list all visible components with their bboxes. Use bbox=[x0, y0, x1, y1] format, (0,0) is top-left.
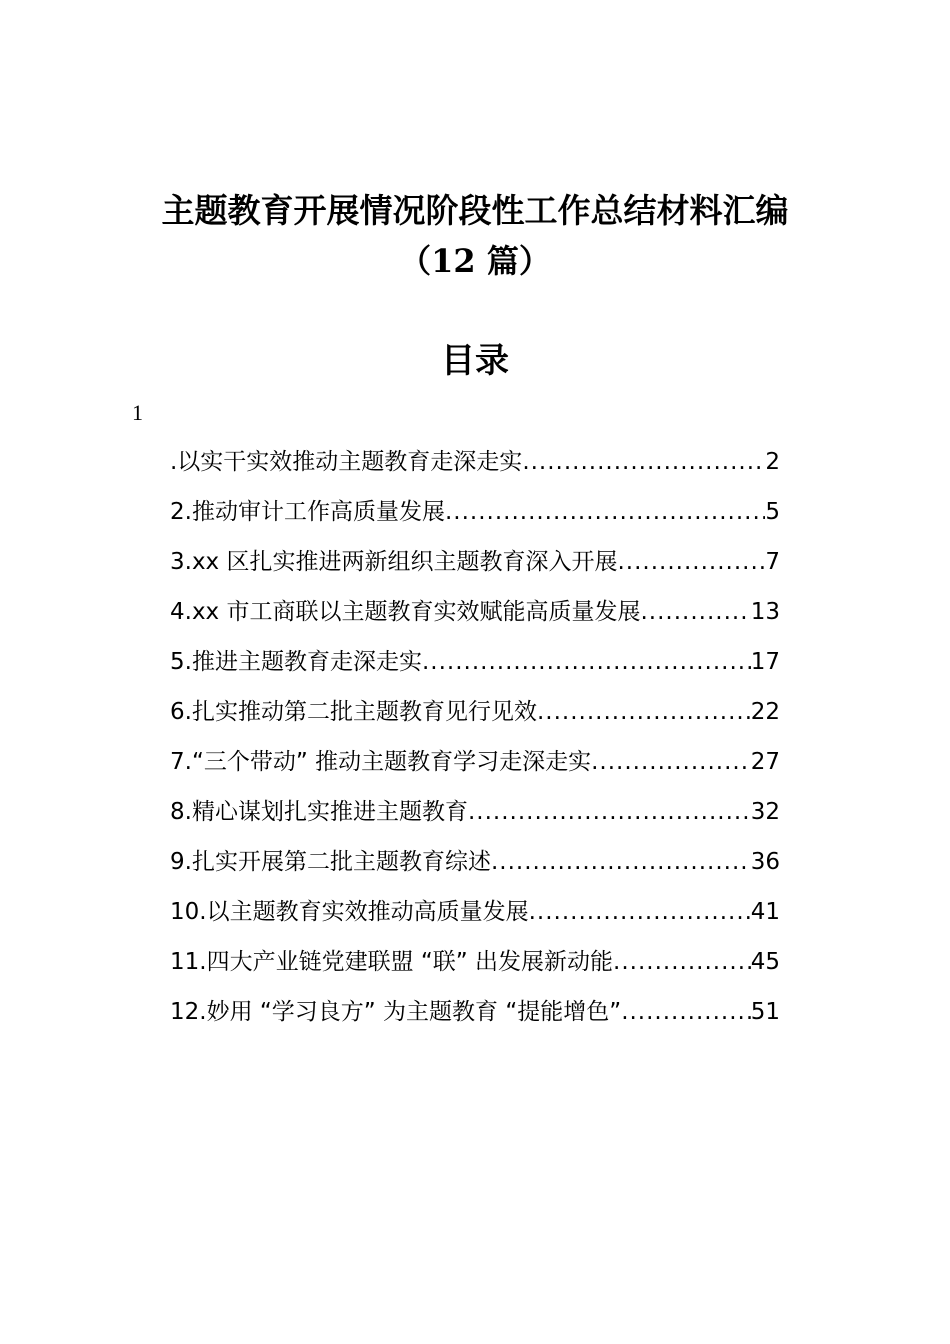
page-number-marker: 1 bbox=[132, 400, 143, 425]
toc-entry[interactable] bbox=[170, 942, 780, 992]
toc-entry[interactable] bbox=[170, 992, 780, 1042]
toc-entry-page: 2 bbox=[765, 449, 780, 475]
toc-dot-leader bbox=[468, 792, 751, 832]
toc-entry-title: 8.精心谋划扎实推进主题教育 bbox=[170, 799, 468, 825]
toc-entry-title: 12.妙用 “学习良方” 为主题教育 “提能增色” bbox=[170, 999, 622, 1025]
toc-heading: 目录 bbox=[441, 341, 509, 381]
toc-dot-leader bbox=[591, 742, 751, 782]
toc-entry-title: 3.xx 区扎实推进两新组织主题教育深入开展 bbox=[170, 549, 618, 575]
toc-entry-page: 27 bbox=[750, 749, 780, 775]
toc-entry[interactable] bbox=[170, 542, 780, 592]
table-of-contents bbox=[170, 442, 780, 1042]
toc-entry-page: 32 bbox=[750, 799, 780, 825]
toc-entry-page: 51 bbox=[750, 999, 780, 1025]
toc-dot-leader bbox=[422, 642, 751, 682]
toc-entry-page: 7 bbox=[765, 549, 780, 575]
toc-entry-title: .以实干实效推动主题教育走深走实 bbox=[170, 449, 523, 475]
toc-entry[interactable] bbox=[170, 742, 780, 792]
toc-entry-page: 45 bbox=[750, 949, 780, 975]
toc-dot-leader bbox=[445, 492, 765, 532]
document-title: 主题教育开展情况阶段性工作总结材料汇编 bbox=[161, 191, 789, 230]
toc-entry-page: 13 bbox=[750, 599, 780, 625]
toc-entry-title: 4.xx 市工商联以主题教育实效赋能高质量发展 bbox=[170, 599, 641, 625]
toc-dot-leader bbox=[640, 592, 750, 632]
toc-entry-title: 2.推动审计工作高质量发展 bbox=[170, 499, 445, 525]
toc-entry[interactable] bbox=[170, 692, 780, 742]
toc-entry-page: 41 bbox=[750, 899, 780, 925]
toc-dot-leader bbox=[617, 542, 765, 582]
toc-entry-page: 17 bbox=[750, 649, 780, 675]
toc-dot-leader bbox=[529, 892, 751, 932]
toc-entry[interactable] bbox=[170, 892, 780, 942]
toc-entry[interactable] bbox=[170, 442, 780, 492]
toc-entry[interactable] bbox=[170, 842, 780, 892]
toc-entry-title: 10.以主题教育实效推动高质量发展 bbox=[170, 899, 529, 925]
toc-entry-title: 6.扎实推动第二批主题教育见行见效 bbox=[170, 699, 537, 725]
toc-entry[interactable] bbox=[170, 792, 780, 842]
toc-dot-leader bbox=[491, 842, 751, 882]
toc-entry[interactable] bbox=[170, 492, 780, 542]
toc-entry[interactable] bbox=[170, 642, 780, 692]
toc-dot-leader bbox=[537, 692, 751, 732]
toc-dot-leader bbox=[522, 442, 765, 482]
toc-entry-title: 9.扎实开展第二批主题教育综述 bbox=[170, 849, 491, 875]
toc-entry[interactable] bbox=[170, 592, 780, 642]
toc-entry-page: 5 bbox=[765, 499, 780, 525]
toc-entry-title: 7.“三个带动” 推动主题教育学习走深走实 bbox=[170, 749, 592, 775]
toc-entry-title: 5.推进主题教育走深走实 bbox=[170, 649, 422, 675]
toc-entry-page: 22 bbox=[750, 699, 780, 725]
toc-dot-leader bbox=[613, 942, 751, 982]
toc-entry-title: 11.四大产业链党建联盟 “联” 出发展新动能 bbox=[170, 949, 614, 975]
toc-entry-page: 36 bbox=[750, 849, 780, 875]
toc-dot-leader bbox=[621, 992, 751, 1032]
document-subtitle: （12 篇） bbox=[399, 242, 551, 280]
